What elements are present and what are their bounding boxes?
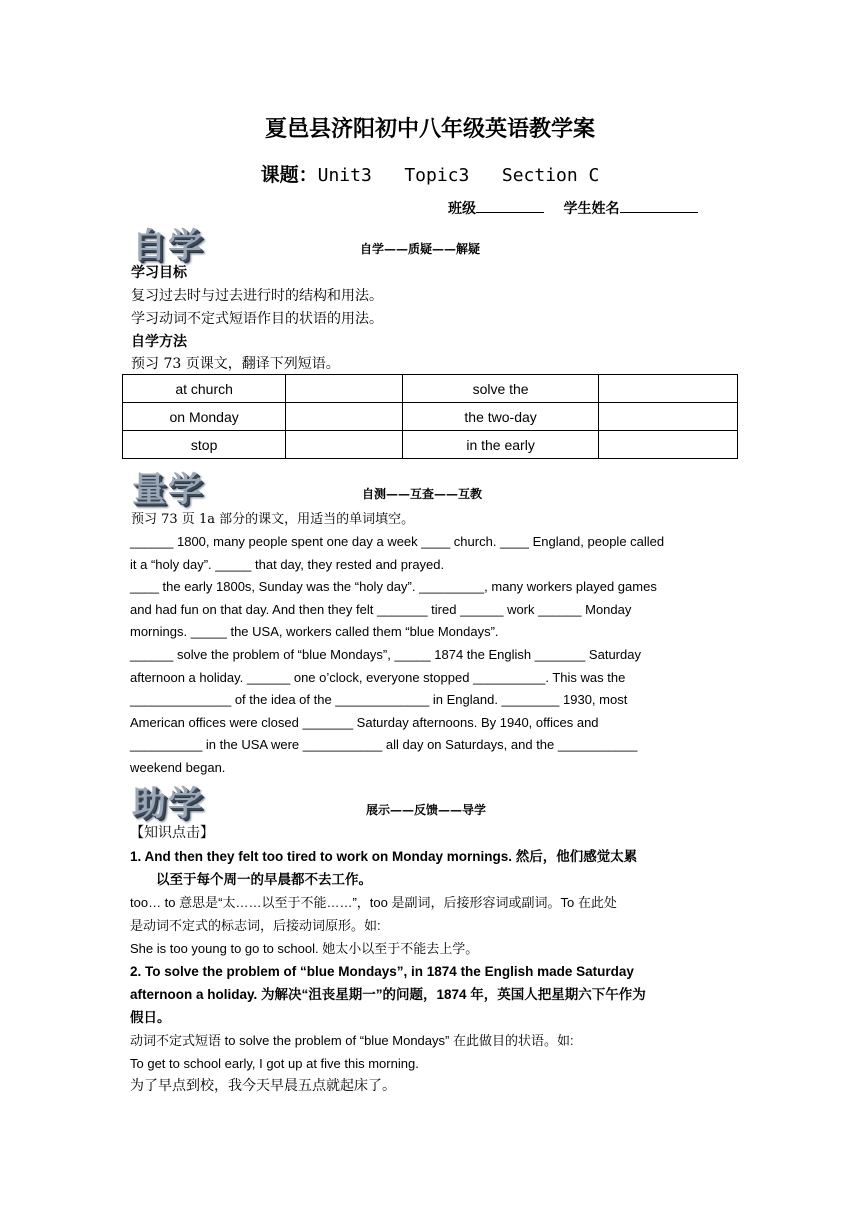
passage-line: American offices were closed _______ Saturday afternoons. By 1940, offices and <box>130 714 599 730</box>
passage-line: weekend began. <box>130 759 226 775</box>
subtitle-code: Unit3 Topic3 Section C <box>317 165 600 186</box>
goals-title: 学习目标 <box>131 265 187 281</box>
item1-explanation: too… to 意思是“太……以至于不能……”，too 是副词，后接形容词或副词。To 在此处 <box>130 895 617 910</box>
lesson-subtitle <box>0 160 860 187</box>
passage-line: ______ 1800, many people spent one day a week ____ church. ____ England, people called <box>130 534 665 549</box>
knowledge-title: 【知识点击】 <box>130 825 214 841</box>
section-logo-zixue: 自学 <box>132 226 204 266</box>
class-blank[interactable] <box>476 198 544 213</box>
phrase-cell: the two-day <box>403 403 598 431</box>
answer-cell[interactable] <box>598 375 737 403</box>
method-title: 自学方法 <box>131 334 187 350</box>
subtitle-prefix: 课题： <box>260 164 318 186</box>
passage-line: ______________ of the idea of the _____________ in England. ________ 1930, most <box>130 692 628 708</box>
passage-line: ____ the early 1800s, Sunday was the “holy day”. _________, many workers played games <box>130 579 657 595</box>
item2-example: To get to school early, I got up at five this morning. <box>130 1056 419 1071</box>
answer-cell[interactable] <box>286 431 403 459</box>
passage-line: it a “holy day”. _____ that day, they rested and prayed. <box>130 556 445 572</box>
section3-heading: 展示——反馈——导学 <box>366 803 487 817</box>
table-row <box>123 375 738 403</box>
section2-heading: 自测——互查——互教 <box>362 487 483 501</box>
item2-explanation: 动词不定式短语 to solve the problem of “blue Mondays” 在此做目的状语。如: <box>130 1033 574 1048</box>
passage-line: afternoon a holiday. ______ one o’clock, everyone stopped __________. This was the <box>130 669 626 685</box>
section2-instruction: 预习 73 页 1a 部分的课文，用适当的单词填空。 <box>131 512 415 527</box>
item1-translation: 以至于每个周一的早晨都不去工作。 <box>156 872 372 887</box>
goal-item: 复习过去时与过去进行时的结构和用法。 <box>131 288 383 304</box>
table-row <box>123 403 738 431</box>
item2-sentence: 2. To solve the problem of “blue Mondays”, in 1874 the English made Saturday <box>130 964 634 979</box>
answer-cell[interactable] <box>286 403 403 431</box>
passage-line: __________ in the USA were ___________ all day on Saturdays, and the ___________ <box>130 737 638 753</box>
goal-item: 学习动词不定式短语作目的状语的用法。 <box>131 311 383 327</box>
section-logo-liangxue: 量学 <box>132 470 204 510</box>
page-title: 夏邑县济阳初中八年级英语教学案 <box>264 117 595 142</box>
passage-line: mornings. _____ the USA, workers called them “blue Mondays”. <box>130 624 499 640</box>
item2-sentence: 假日。 <box>130 1010 171 1025</box>
phrase-cell: in the early <box>403 431 598 459</box>
answer-cell[interactable] <box>598 403 737 431</box>
phrase-cell: at church <box>123 375 286 403</box>
table-row <box>123 431 738 459</box>
name-label: 学生姓名 <box>563 201 620 217</box>
answer-cell[interactable] <box>598 431 737 459</box>
section-logo-zhuxue: 助学 <box>132 784 204 824</box>
phrase-cell: on Monday <box>123 403 286 431</box>
phrase-cell: stop <box>123 431 286 459</box>
phrase-cell: solve the <box>403 375 598 403</box>
item1-example: She is too young to go to school. 她太小以至于不能去上学。 <box>130 941 479 956</box>
method-text: 预习 73 页课文，翻译下列短语。 <box>131 356 340 372</box>
section1-heading: 自学——质疑——解疑 <box>360 242 481 256</box>
item1-explanation: 是动词不定式的标志词，后接动词原形。如: <box>130 918 381 933</box>
passage-line: and had fun on that day. And then they felt _______ tired ______ work ______ Monday <box>130 601 632 617</box>
item1-sentence: 1. And then they felt too tired to work on Monday mornings. 然后，他们感觉太累 <box>130 849 638 864</box>
student-info-line <box>448 198 698 218</box>
vocab-table <box>122 374 738 459</box>
fill-in-passage <box>130 531 733 780</box>
name-blank[interactable] <box>620 198 698 213</box>
passage-line: ______ solve the problem of “blue Mondays”, _____ 1874 the English _______ Saturday <box>130 646 641 662</box>
knowledge-section <box>130 822 733 1098</box>
class-label: 班级 <box>448 201 476 217</box>
item2-sentence: afternoon a holiday. 为解决“沮丧星期一”的问题，1874 年，英国人把星期六下午作为 <box>130 987 646 1002</box>
item2-example-translation: 为了早点到校，我今天早晨五点就起床了。 <box>130 1078 396 1094</box>
answer-cell[interactable] <box>286 375 403 403</box>
